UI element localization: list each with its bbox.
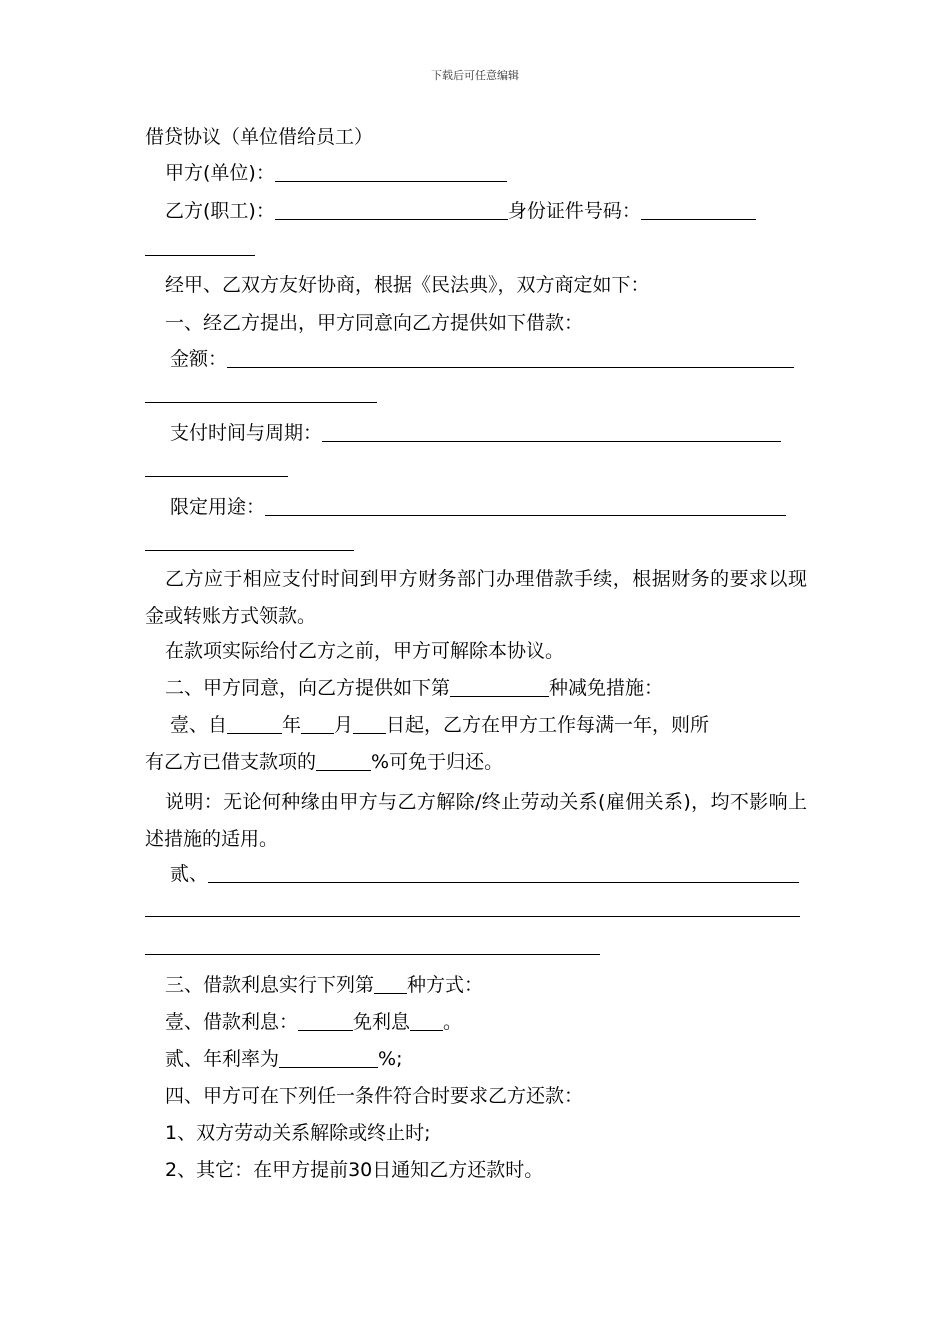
section4-item1: 1、双方劳动关系解除或终止时; xyxy=(165,1122,431,1144)
section4-heading: 四、甲方可在下列任一条件符合时要求乙方还款： xyxy=(165,1085,584,1107)
interest-blank[interactable] xyxy=(298,1009,353,1031)
period-mark: 。 xyxy=(443,1011,463,1033)
annual-rate-label: 贰、年利率为 xyxy=(165,1048,280,1070)
id-number-label: 身份证件号码： xyxy=(507,200,641,222)
payment-time-label: 支付时间与周期： xyxy=(170,422,323,444)
section3-item2 xyxy=(145,1044,402,1074)
day-label: 日起，乙方在甲方工作每满一年，则所 xyxy=(386,714,710,736)
year-label: 年 xyxy=(282,714,302,736)
purpose-blank-continued[interactable] xyxy=(145,550,354,551)
party-b-line xyxy=(145,196,756,226)
party-a-blank[interactable] xyxy=(275,160,507,182)
amount-blank[interactable] xyxy=(227,346,794,368)
start-month-blank[interactable] xyxy=(301,712,334,734)
section2-heading-end: 种减免措施： xyxy=(549,677,664,699)
annual-rate-blank[interactable] xyxy=(279,1046,378,1068)
payment-time-blank-continued[interactable] xyxy=(145,476,288,477)
month-label: 月 xyxy=(334,714,354,736)
payment-time-line xyxy=(145,418,781,448)
purpose-blank[interactable] xyxy=(265,494,786,516)
exemption-percent-label: %可免于归还。 xyxy=(371,751,504,773)
item1-from-label: 壹、自 xyxy=(170,714,228,736)
id-number-blank-continued[interactable] xyxy=(145,255,255,256)
item2-blank-line3[interactable] xyxy=(145,954,600,955)
party-a-label: 甲方(单位)： xyxy=(165,162,275,184)
measure-number-blank[interactable] xyxy=(450,675,549,697)
item2-label: 贰、 xyxy=(170,863,209,885)
section1-heading: 一、经乙方提出，甲方同意向乙方提供如下借款： xyxy=(165,312,584,334)
page-header-note: 下载后可任意编辑 xyxy=(431,69,519,82)
borrowed-amount-label: 有乙方已借支款项的 xyxy=(145,751,317,773)
section2-heading-start: 二、甲方同意，向乙方提供如下第 xyxy=(165,677,451,699)
section3-item1 xyxy=(145,1007,462,1037)
section3-heading-start: 三、借款利息实行下列第 xyxy=(165,974,375,996)
interest-label: 壹、借款利息： xyxy=(165,1011,299,1033)
item2-blank[interactable] xyxy=(208,861,799,883)
start-day-blank[interactable] xyxy=(353,712,386,734)
annual-rate-percent: %; xyxy=(378,1048,403,1070)
section4-item2: 2、其它：在甲方提前30日通知乙方还款时。 xyxy=(165,1159,544,1181)
interest-method-blank[interactable] xyxy=(374,972,407,994)
party-a-line xyxy=(145,158,507,188)
purpose-line xyxy=(145,492,786,522)
amount-line xyxy=(145,344,794,374)
payment-time-blank[interactable] xyxy=(322,420,781,442)
section2-heading xyxy=(145,673,663,703)
intro-paragraph: 经甲、乙双方友好协商，根据《民法典》，双方商定如下： xyxy=(165,274,650,296)
section2-item1-line2 xyxy=(145,747,503,777)
section3-heading xyxy=(145,970,483,1000)
party-b-blank[interactable] xyxy=(275,198,508,220)
section1-paragraph2: 在款项实际给付乙方之前，甲方可解除本协议。 xyxy=(165,640,565,662)
start-year-blank[interactable] xyxy=(227,712,282,734)
interest-free-blank[interactable] xyxy=(410,1009,443,1031)
amount-label: 金额： xyxy=(170,348,228,370)
id-number-blank[interactable] xyxy=(641,198,756,220)
section3-heading-end: 种方式： xyxy=(407,974,484,996)
amount-blank-continued[interactable] xyxy=(145,402,377,403)
section1-paragraph1: 乙方应于相应支付时间到甲方财务部门办理借款手续，根据财务的要求以现金或转账方式领款。 xyxy=(145,568,807,627)
purpose-label: 限定用途： xyxy=(170,496,266,518)
item2-blank-line2[interactable] xyxy=(145,916,800,917)
document-title: 借贷协议（单位借给员工） xyxy=(145,126,374,148)
section2-note: 说明：无论何种缘由甲方与乙方解除/终止劳动关系(雇佣关系)，均不影响上述措施的适用。 xyxy=(145,791,807,850)
interest-free-label: 免利息 xyxy=(353,1011,411,1033)
section2-item2-line xyxy=(145,859,799,889)
party-b-label: 乙方(职工)： xyxy=(165,200,275,222)
exemption-percent-blank[interactable] xyxy=(316,749,371,771)
section2-item1-line1 xyxy=(145,710,709,740)
